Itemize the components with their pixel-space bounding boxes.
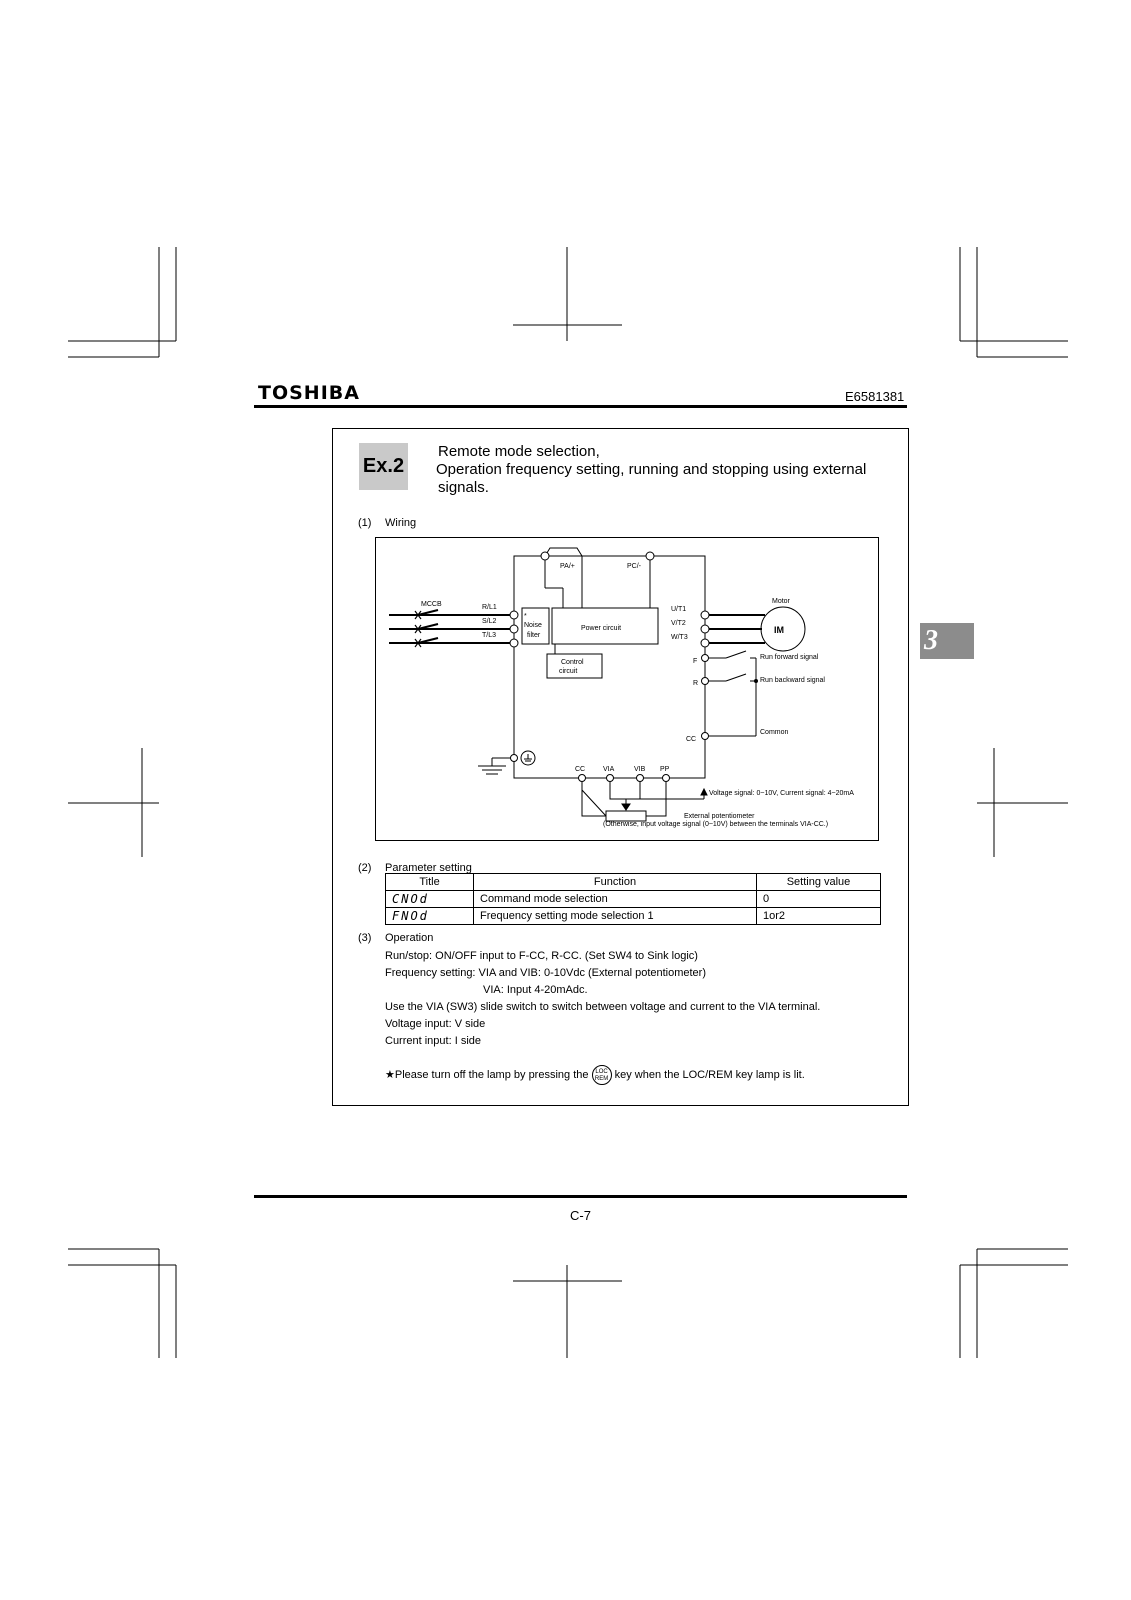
example-title-line: signals.	[438, 479, 489, 496]
note-text: key when the LOC/REM key lamp is lit.	[614, 1068, 805, 1081]
operation-line: Frequency setting: VIA and VIB: 0-10Vdc (External potentiometer)	[385, 967, 707, 979]
r-terminal-label: R	[693, 680, 699, 687]
operation-line: Use the VIA (SW3) slide switch to switch between voltage and current to the VIA terminal.	[385, 1001, 821, 1013]
chapter-tab: 3	[920, 623, 974, 659]
wiring-number: (1)	[358, 517, 372, 529]
parameter-code: FNOd	[386, 908, 474, 925]
footer-rule	[254, 1195, 907, 1198]
parameters-number: (2)	[358, 862, 372, 874]
column-header-function: Function	[474, 874, 757, 891]
power-circuit-label: Power circuit	[581, 625, 622, 632]
vib-label: VIB	[634, 766, 646, 773]
operation-line: Run/stop: ON/OFF input to F-CC, R-CC. (Set SW4 to Sink logic)	[385, 950, 698, 962]
parameters-heading: Parameter setting	[385, 862, 472, 874]
cc-analog-label: CC	[575, 766, 586, 773]
wiring-heading: Wiring	[385, 517, 417, 529]
parameter-value: 0	[757, 891, 881, 908]
example-title-line: Operation frequency setting, running and stopping using external	[436, 461, 867, 478]
noise-filter-label-2: filter	[527, 632, 541, 639]
operation-number: (3)	[358, 932, 372, 944]
example-title-line: Remote mode selection,	[438, 443, 600, 460]
loc-rem-note	[385, 1065, 805, 1085]
pc-label: PC/-	[627, 563, 641, 570]
operation-line: Current input: I side	[385, 1035, 481, 1047]
v-t2-label: V/T2	[671, 620, 686, 627]
parameter-function: Command mode selection	[474, 891, 757, 908]
parameter-function: Frequency setting mode selection 1	[474, 908, 757, 925]
loc-rem-key-icon	[592, 1065, 612, 1085]
run-backward-label: Run backward signal	[760, 677, 825, 684]
s-l2-label: S/L2	[482, 618, 497, 625]
note-text: ★Please turn off the lamp by pressing the	[385, 1068, 589, 1081]
external-potentiometer-note: (Otherwise, input voltage signal (0~10V) between the terminals VIA-CC.)	[603, 821, 829, 828]
pp-label: PP	[660, 766, 670, 773]
parameter-table	[385, 873, 881, 925]
example-badge: Ex.2	[359, 443, 408, 490]
inverter-outline	[514, 556, 705, 778]
cc-terminal-label: CC	[686, 736, 697, 743]
document-number: E6581381	[845, 389, 905, 404]
noise-filter-label: Noise	[524, 622, 542, 629]
motor-im-label: IM	[774, 625, 784, 635]
f-terminal-label: F	[693, 658, 698, 665]
voltage-signal-label: Voltage signal: 0~10V, Current signal: 4~20mA	[709, 790, 854, 797]
potentiometer	[606, 811, 646, 821]
pa-label: PA/+	[560, 563, 575, 570]
operation-line: VIA: Input 4-20mAdc.	[483, 984, 588, 996]
table-header-row	[386, 874, 881, 891]
control-circuit-label: Control	[561, 659, 584, 666]
common-label: Common	[760, 729, 789, 736]
parameter-code: CNOd	[386, 891, 474, 908]
key-top-label: LOC	[595, 1069, 608, 1075]
t-l3-label: T/L3	[482, 632, 497, 639]
via-label: VIA	[603, 766, 615, 773]
r-l1-label: R/L1	[482, 604, 497, 611]
control-circuit-label-2: circuit	[559, 668, 578, 675]
column-header-setting-value: Setting value	[757, 874, 881, 891]
table-row	[386, 908, 881, 925]
key-bottom-label: REM	[594, 1076, 609, 1082]
motor-label: Motor	[772, 598, 790, 605]
operation-heading: Operation	[385, 932, 434, 944]
table-row	[386, 891, 881, 908]
u-t1-label: U/T1	[671, 606, 687, 613]
run-forward-label: Run forward signal	[760, 654, 819, 661]
noise-star: *	[524, 613, 527, 620]
mccb-label: MCCB	[421, 601, 442, 608]
w-t3-label: W/T3	[671, 634, 688, 641]
external-potentiometer-label: External potentiometer	[684, 813, 755, 820]
brand-logo: TOSHIBA	[258, 382, 360, 404]
operation-line: Voltage input: V side	[385, 1018, 486, 1030]
column-header-title: Title	[386, 874, 474, 891]
parameter-value: 1or2	[757, 908, 881, 925]
page-number: C-7	[570, 1208, 591, 1223]
